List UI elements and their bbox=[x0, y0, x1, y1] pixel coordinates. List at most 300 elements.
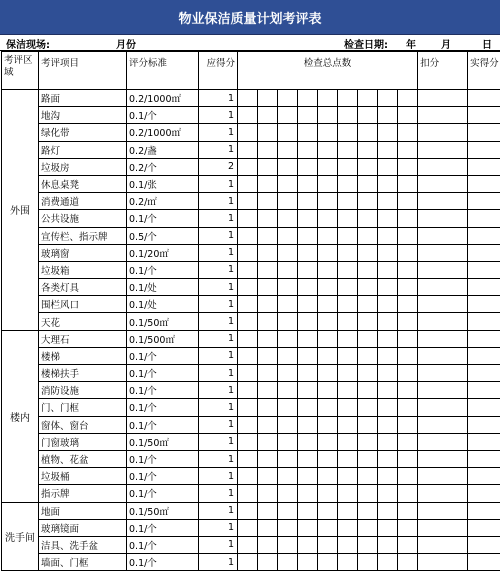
checkpoint-cell[interactable] bbox=[378, 227, 398, 244]
checkpoint-cell[interactable] bbox=[378, 261, 398, 278]
checkpoint-cell[interactable] bbox=[358, 141, 378, 158]
actual-score-cell[interactable] bbox=[468, 519, 500, 536]
checkpoint-cell[interactable] bbox=[398, 468, 418, 485]
deduct-cell[interactable] bbox=[418, 124, 468, 141]
checkpoint-cell[interactable] bbox=[278, 382, 298, 399]
checkpoint-cell[interactable] bbox=[238, 519, 258, 536]
checkpoint-cell[interactable] bbox=[338, 399, 358, 416]
checkpoint-cell[interactable] bbox=[278, 433, 298, 450]
checkpoint-cell[interactable] bbox=[238, 175, 258, 192]
checkpoint-cell[interactable] bbox=[238, 279, 258, 296]
checkpoint-cell[interactable] bbox=[378, 124, 398, 141]
actual-score-cell[interactable] bbox=[468, 382, 500, 399]
deduct-cell[interactable] bbox=[418, 536, 468, 553]
checkpoint-cell[interactable] bbox=[258, 107, 278, 124]
checkpoint-cell[interactable] bbox=[318, 90, 338, 107]
checkpoint-cell[interactable] bbox=[278, 347, 298, 364]
actual-score-cell[interactable] bbox=[468, 433, 500, 450]
checkpoint-cell[interactable] bbox=[298, 554, 318, 571]
checkpoint-cell[interactable] bbox=[278, 399, 298, 416]
checkpoint-cell[interactable] bbox=[338, 502, 358, 519]
checkpoint-cell[interactable] bbox=[398, 261, 418, 278]
checkpoint-cell[interactable] bbox=[258, 175, 278, 192]
checkpoint-cell[interactable] bbox=[338, 313, 358, 330]
checkpoint-cell[interactable] bbox=[398, 450, 418, 467]
checkpoint-cell[interactable] bbox=[378, 313, 398, 330]
checkpoint-cell[interactable] bbox=[338, 158, 358, 175]
deduct-cell[interactable] bbox=[418, 433, 468, 450]
checkpoint-cell[interactable] bbox=[398, 193, 418, 210]
checkpoint-cell[interactable] bbox=[278, 468, 298, 485]
actual-score-cell[interactable] bbox=[468, 468, 500, 485]
checkpoint-cell[interactable] bbox=[378, 107, 398, 124]
checkpoint-cell[interactable] bbox=[258, 313, 278, 330]
checkpoint-cell[interactable] bbox=[278, 261, 298, 278]
checkpoint-cell[interactable] bbox=[298, 330, 318, 347]
checkpoint-cell[interactable] bbox=[378, 210, 398, 227]
checkpoint-cell[interactable] bbox=[258, 433, 278, 450]
checkpoint-cell[interactable] bbox=[298, 468, 318, 485]
checkpoint-cell[interactable] bbox=[258, 330, 278, 347]
checkpoint-cell[interactable] bbox=[358, 210, 378, 227]
actual-score-cell[interactable] bbox=[468, 279, 500, 296]
checkpoint-cell[interactable] bbox=[398, 175, 418, 192]
checkpoint-cell[interactable] bbox=[278, 485, 298, 502]
checkpoint-cell[interactable] bbox=[378, 141, 398, 158]
actual-score-cell[interactable] bbox=[468, 158, 500, 175]
checkpoint-cell[interactable] bbox=[338, 382, 358, 399]
checkpoint-cell[interactable] bbox=[298, 124, 318, 141]
deduct-cell[interactable] bbox=[418, 365, 468, 382]
checkpoint-cell[interactable] bbox=[378, 536, 398, 553]
actual-score-cell[interactable] bbox=[468, 90, 500, 107]
deduct-cell[interactable] bbox=[418, 382, 468, 399]
checkpoint-cell[interactable] bbox=[258, 519, 278, 536]
checkpoint-cell[interactable] bbox=[238, 399, 258, 416]
checkpoint-cell[interactable] bbox=[278, 227, 298, 244]
checkpoint-cell[interactable] bbox=[258, 536, 278, 553]
checkpoint-cell[interactable] bbox=[278, 279, 298, 296]
checkpoint-cell[interactable] bbox=[398, 347, 418, 364]
checkpoint-cell[interactable] bbox=[338, 261, 358, 278]
checkpoint-cell[interactable] bbox=[398, 296, 418, 313]
actual-score-cell[interactable] bbox=[468, 347, 500, 364]
checkpoint-cell[interactable] bbox=[358, 107, 378, 124]
checkpoint-cell[interactable] bbox=[238, 90, 258, 107]
deduct-cell[interactable] bbox=[418, 416, 468, 433]
checkpoint-cell[interactable] bbox=[338, 554, 358, 571]
checkpoint-cell[interactable] bbox=[338, 244, 358, 261]
deduct-cell[interactable] bbox=[418, 347, 468, 364]
checkpoint-cell[interactable] bbox=[318, 468, 338, 485]
checkpoint-cell[interactable] bbox=[258, 296, 278, 313]
checkpoint-cell[interactable] bbox=[378, 296, 398, 313]
checkpoint-cell[interactable] bbox=[318, 124, 338, 141]
checkpoint-cell[interactable] bbox=[278, 175, 298, 192]
checkpoint-cell[interactable] bbox=[398, 90, 418, 107]
actual-score-cell[interactable] bbox=[468, 313, 500, 330]
actual-score-cell[interactable] bbox=[468, 193, 500, 210]
checkpoint-cell[interactable] bbox=[318, 158, 338, 175]
checkpoint-cell[interactable] bbox=[318, 193, 338, 210]
actual-score-cell[interactable] bbox=[468, 244, 500, 261]
checkpoint-cell[interactable] bbox=[358, 433, 378, 450]
checkpoint-cell[interactable] bbox=[318, 227, 338, 244]
checkpoint-cell[interactable] bbox=[298, 141, 318, 158]
deduct-cell[interactable] bbox=[418, 296, 468, 313]
checkpoint-cell[interactable] bbox=[378, 554, 398, 571]
checkpoint-cell[interactable] bbox=[258, 141, 278, 158]
actual-score-cell[interactable] bbox=[468, 124, 500, 141]
actual-score-cell[interactable] bbox=[468, 450, 500, 467]
checkpoint-cell[interactable] bbox=[278, 193, 298, 210]
checkpoint-cell[interactable] bbox=[238, 313, 258, 330]
checkpoint-cell[interactable] bbox=[258, 124, 278, 141]
checkpoint-cell[interactable] bbox=[338, 296, 358, 313]
checkpoint-cell[interactable] bbox=[298, 175, 318, 192]
checkpoint-cell[interactable] bbox=[238, 365, 258, 382]
checkpoint-cell[interactable] bbox=[398, 433, 418, 450]
actual-score-cell[interactable] bbox=[468, 536, 500, 553]
checkpoint-cell[interactable] bbox=[398, 124, 418, 141]
checkpoint-cell[interactable] bbox=[398, 279, 418, 296]
checkpoint-cell[interactable] bbox=[358, 382, 378, 399]
checkpoint-cell[interactable] bbox=[238, 158, 258, 175]
checkpoint-cell[interactable] bbox=[338, 519, 358, 536]
checkpoint-cell[interactable] bbox=[378, 347, 398, 364]
checkpoint-cell[interactable] bbox=[398, 227, 418, 244]
checkpoint-cell[interactable] bbox=[258, 399, 278, 416]
checkpoint-cell[interactable] bbox=[318, 365, 338, 382]
actual-score-cell[interactable] bbox=[468, 399, 500, 416]
checkpoint-cell[interactable] bbox=[318, 330, 338, 347]
checkpoint-cell[interactable] bbox=[338, 90, 358, 107]
checkpoint-cell[interactable] bbox=[238, 416, 258, 433]
checkpoint-cell[interactable] bbox=[238, 244, 258, 261]
checkpoint-cell[interactable] bbox=[258, 261, 278, 278]
deduct-cell[interactable] bbox=[418, 107, 468, 124]
deduct-cell[interactable] bbox=[418, 261, 468, 278]
checkpoint-cell[interactable] bbox=[238, 227, 258, 244]
checkpoint-cell[interactable] bbox=[258, 347, 278, 364]
checkpoint-cell[interactable] bbox=[278, 502, 298, 519]
checkpoint-cell[interactable] bbox=[318, 519, 338, 536]
checkpoint-cell[interactable] bbox=[298, 244, 318, 261]
checkpoint-cell[interactable] bbox=[318, 141, 338, 158]
checkpoint-cell[interactable] bbox=[358, 175, 378, 192]
checkpoint-cell[interactable] bbox=[358, 296, 378, 313]
checkpoint-cell[interactable] bbox=[298, 193, 318, 210]
checkpoint-cell[interactable] bbox=[298, 347, 318, 364]
checkpoint-cell[interactable] bbox=[358, 193, 378, 210]
checkpoint-cell[interactable] bbox=[358, 261, 378, 278]
checkpoint-cell[interactable] bbox=[358, 399, 378, 416]
checkpoint-cell[interactable] bbox=[278, 519, 298, 536]
checkpoint-cell[interactable] bbox=[298, 261, 318, 278]
checkpoint-cell[interactable] bbox=[278, 107, 298, 124]
checkpoint-cell[interactable] bbox=[238, 468, 258, 485]
checkpoint-cell[interactable] bbox=[318, 261, 338, 278]
checkpoint-cell[interactable] bbox=[258, 365, 278, 382]
checkpoint-cell[interactable] bbox=[338, 227, 358, 244]
checkpoint-cell[interactable] bbox=[378, 90, 398, 107]
deduct-cell[interactable] bbox=[418, 175, 468, 192]
checkpoint-cell[interactable] bbox=[298, 365, 318, 382]
actual-score-cell[interactable] bbox=[468, 141, 500, 158]
deduct-cell[interactable] bbox=[418, 244, 468, 261]
checkpoint-cell[interactable] bbox=[318, 450, 338, 467]
checkpoint-cell[interactable] bbox=[358, 330, 378, 347]
checkpoint-cell[interactable] bbox=[318, 347, 338, 364]
checkpoint-cell[interactable] bbox=[358, 450, 378, 467]
checkpoint-cell[interactable] bbox=[278, 330, 298, 347]
checkpoint-cell[interactable] bbox=[358, 416, 378, 433]
checkpoint-cell[interactable] bbox=[358, 519, 378, 536]
checkpoint-cell[interactable] bbox=[258, 244, 278, 261]
checkpoint-cell[interactable] bbox=[298, 313, 318, 330]
checkpoint-cell[interactable] bbox=[298, 296, 318, 313]
checkpoint-cell[interactable] bbox=[398, 399, 418, 416]
checkpoint-cell[interactable] bbox=[278, 313, 298, 330]
checkpoint-cell[interactable] bbox=[358, 313, 378, 330]
deduct-cell[interactable] bbox=[418, 330, 468, 347]
checkpoint-cell[interactable] bbox=[398, 416, 418, 433]
checkpoint-cell[interactable] bbox=[338, 330, 358, 347]
checkpoint-cell[interactable] bbox=[258, 382, 278, 399]
checkpoint-cell[interactable] bbox=[278, 365, 298, 382]
checkpoint-cell[interactable] bbox=[298, 416, 318, 433]
checkpoint-cell[interactable] bbox=[378, 244, 398, 261]
deduct-cell[interactable] bbox=[418, 90, 468, 107]
checkpoint-cell[interactable] bbox=[338, 347, 358, 364]
checkpoint-cell[interactable] bbox=[318, 107, 338, 124]
deduct-cell[interactable] bbox=[418, 141, 468, 158]
checkpoint-cell[interactable] bbox=[338, 210, 358, 227]
checkpoint-cell[interactable] bbox=[298, 210, 318, 227]
actual-score-cell[interactable] bbox=[468, 330, 500, 347]
actual-score-cell[interactable] bbox=[468, 296, 500, 313]
checkpoint-cell[interactable] bbox=[398, 382, 418, 399]
checkpoint-cell[interactable] bbox=[378, 502, 398, 519]
checkpoint-cell[interactable] bbox=[378, 193, 398, 210]
checkpoint-cell[interactable] bbox=[278, 141, 298, 158]
checkpoint-cell[interactable] bbox=[278, 210, 298, 227]
deduct-cell[interactable] bbox=[418, 193, 468, 210]
checkpoint-cell[interactable] bbox=[278, 450, 298, 467]
deduct-cell[interactable] bbox=[418, 485, 468, 502]
checkpoint-cell[interactable] bbox=[358, 227, 378, 244]
checkpoint-cell[interactable] bbox=[378, 485, 398, 502]
checkpoint-cell[interactable] bbox=[338, 416, 358, 433]
checkpoint-cell[interactable] bbox=[238, 141, 258, 158]
checkpoint-cell[interactable] bbox=[238, 210, 258, 227]
checkpoint-cell[interactable] bbox=[298, 519, 318, 536]
checkpoint-cell[interactable] bbox=[298, 450, 318, 467]
checkpoint-cell[interactable] bbox=[298, 399, 318, 416]
checkpoint-cell[interactable] bbox=[238, 296, 258, 313]
checkpoint-cell[interactable] bbox=[378, 279, 398, 296]
checkpoint-cell[interactable] bbox=[318, 313, 338, 330]
checkpoint-cell[interactable] bbox=[338, 536, 358, 553]
checkpoint-cell[interactable] bbox=[358, 347, 378, 364]
actual-score-cell[interactable] bbox=[468, 416, 500, 433]
checkpoint-cell[interactable] bbox=[378, 468, 398, 485]
checkpoint-cell[interactable] bbox=[398, 330, 418, 347]
checkpoint-cell[interactable] bbox=[358, 124, 378, 141]
checkpoint-cell[interactable] bbox=[258, 279, 278, 296]
checkpoint-cell[interactable] bbox=[318, 485, 338, 502]
deduct-cell[interactable] bbox=[418, 554, 468, 571]
checkpoint-cell[interactable] bbox=[298, 279, 318, 296]
checkpoint-cell[interactable] bbox=[358, 554, 378, 571]
checkpoint-cell[interactable] bbox=[378, 158, 398, 175]
actual-score-cell[interactable] bbox=[468, 227, 500, 244]
checkpoint-cell[interactable] bbox=[338, 279, 358, 296]
checkpoint-cell[interactable] bbox=[238, 330, 258, 347]
checkpoint-cell[interactable] bbox=[238, 124, 258, 141]
checkpoint-cell[interactable] bbox=[358, 158, 378, 175]
deduct-cell[interactable] bbox=[418, 210, 468, 227]
checkpoint-cell[interactable] bbox=[238, 433, 258, 450]
checkpoint-cell[interactable] bbox=[278, 158, 298, 175]
checkpoint-cell[interactable] bbox=[238, 261, 258, 278]
checkpoint-cell[interactable] bbox=[238, 554, 258, 571]
checkpoint-cell[interactable] bbox=[318, 244, 338, 261]
checkpoint-cell[interactable] bbox=[338, 468, 358, 485]
checkpoint-cell[interactable] bbox=[398, 244, 418, 261]
checkpoint-cell[interactable] bbox=[238, 485, 258, 502]
checkpoint-cell[interactable] bbox=[398, 519, 418, 536]
checkpoint-cell[interactable] bbox=[258, 450, 278, 467]
checkpoint-cell[interactable] bbox=[398, 536, 418, 553]
checkpoint-cell[interactable] bbox=[358, 536, 378, 553]
checkpoint-cell[interactable] bbox=[258, 468, 278, 485]
checkpoint-cell[interactable] bbox=[318, 382, 338, 399]
checkpoint-cell[interactable] bbox=[358, 244, 378, 261]
checkpoint-cell[interactable] bbox=[238, 347, 258, 364]
checkpoint-cell[interactable] bbox=[378, 519, 398, 536]
checkpoint-cell[interactable] bbox=[258, 158, 278, 175]
checkpoint-cell[interactable] bbox=[398, 210, 418, 227]
checkpoint-cell[interactable] bbox=[318, 279, 338, 296]
checkpoint-cell[interactable] bbox=[398, 107, 418, 124]
checkpoint-cell[interactable] bbox=[318, 416, 338, 433]
checkpoint-cell[interactable] bbox=[298, 90, 318, 107]
checkpoint-cell[interactable] bbox=[338, 124, 358, 141]
checkpoint-cell[interactable] bbox=[278, 124, 298, 141]
checkpoint-cell[interactable] bbox=[338, 141, 358, 158]
checkpoint-cell[interactable] bbox=[238, 536, 258, 553]
checkpoint-cell[interactable] bbox=[298, 502, 318, 519]
checkpoint-cell[interactable] bbox=[338, 193, 358, 210]
checkpoint-cell[interactable] bbox=[318, 554, 338, 571]
checkpoint-cell[interactable] bbox=[358, 485, 378, 502]
actual-score-cell[interactable] bbox=[468, 107, 500, 124]
checkpoint-cell[interactable] bbox=[398, 158, 418, 175]
checkpoint-cell[interactable] bbox=[258, 502, 278, 519]
checkpoint-cell[interactable] bbox=[398, 485, 418, 502]
checkpoint-cell[interactable] bbox=[318, 433, 338, 450]
deduct-cell[interactable] bbox=[418, 502, 468, 519]
checkpoint-cell[interactable] bbox=[318, 210, 338, 227]
checkpoint-cell[interactable] bbox=[378, 365, 398, 382]
checkpoint-cell[interactable] bbox=[238, 107, 258, 124]
checkpoint-cell[interactable] bbox=[278, 554, 298, 571]
checkpoint-cell[interactable] bbox=[298, 158, 318, 175]
actual-score-cell[interactable] bbox=[468, 554, 500, 571]
checkpoint-cell[interactable] bbox=[398, 502, 418, 519]
actual-score-cell[interactable] bbox=[468, 210, 500, 227]
checkpoint-cell[interactable] bbox=[258, 227, 278, 244]
checkpoint-cell[interactable] bbox=[318, 399, 338, 416]
checkpoint-cell[interactable] bbox=[258, 416, 278, 433]
checkpoint-cell[interactable] bbox=[278, 536, 298, 553]
checkpoint-cell[interactable] bbox=[378, 433, 398, 450]
actual-score-cell[interactable] bbox=[468, 175, 500, 192]
deduct-cell[interactable] bbox=[418, 227, 468, 244]
checkpoint-cell[interactable] bbox=[298, 485, 318, 502]
checkpoint-cell[interactable] bbox=[298, 433, 318, 450]
checkpoint-cell[interactable] bbox=[338, 175, 358, 192]
checkpoint-cell[interactable] bbox=[358, 365, 378, 382]
checkpoint-cell[interactable] bbox=[398, 313, 418, 330]
deduct-cell[interactable] bbox=[418, 468, 468, 485]
checkpoint-cell[interactable] bbox=[258, 485, 278, 502]
checkpoint-cell[interactable] bbox=[338, 485, 358, 502]
checkpoint-cell[interactable] bbox=[338, 433, 358, 450]
checkpoint-cell[interactable] bbox=[318, 502, 338, 519]
checkpoint-cell[interactable] bbox=[238, 193, 258, 210]
actual-score-cell[interactable] bbox=[468, 502, 500, 519]
checkpoint-cell[interactable] bbox=[338, 365, 358, 382]
checkpoint-cell[interactable] bbox=[358, 468, 378, 485]
checkpoint-cell[interactable] bbox=[358, 502, 378, 519]
checkpoint-cell[interactable] bbox=[298, 107, 318, 124]
checkpoint-cell[interactable] bbox=[298, 536, 318, 553]
checkpoint-cell[interactable] bbox=[258, 210, 278, 227]
actual-score-cell[interactable] bbox=[468, 485, 500, 502]
checkpoint-cell[interactable] bbox=[378, 399, 398, 416]
checkpoint-cell[interactable] bbox=[378, 330, 398, 347]
checkpoint-cell[interactable] bbox=[378, 450, 398, 467]
checkpoint-cell[interactable] bbox=[358, 279, 378, 296]
checkpoint-cell[interactable] bbox=[378, 175, 398, 192]
checkpoint-cell[interactable] bbox=[398, 141, 418, 158]
checkpoint-cell[interactable] bbox=[398, 365, 418, 382]
checkpoint-cell[interactable] bbox=[378, 416, 398, 433]
checkpoint-cell[interactable] bbox=[278, 416, 298, 433]
deduct-cell[interactable] bbox=[418, 399, 468, 416]
checkpoint-cell[interactable] bbox=[258, 90, 278, 107]
checkpoint-cell[interactable] bbox=[298, 227, 318, 244]
checkpoint-cell[interactable] bbox=[238, 502, 258, 519]
checkpoint-cell[interactable] bbox=[258, 554, 278, 571]
checkpoint-cell[interactable] bbox=[278, 244, 298, 261]
checkpoint-cell[interactable] bbox=[318, 296, 338, 313]
actual-score-cell[interactable] bbox=[468, 261, 500, 278]
checkpoint-cell[interactable] bbox=[258, 193, 278, 210]
checkpoint-cell[interactable] bbox=[318, 536, 338, 553]
checkpoint-cell[interactable] bbox=[278, 90, 298, 107]
deduct-cell[interactable] bbox=[418, 158, 468, 175]
checkpoint-cell[interactable] bbox=[338, 107, 358, 124]
checkpoint-cell[interactable] bbox=[238, 382, 258, 399]
deduct-cell[interactable] bbox=[418, 450, 468, 467]
checkpoint-cell[interactable] bbox=[378, 382, 398, 399]
checkpoint-cell[interactable] bbox=[358, 90, 378, 107]
deduct-cell[interactable] bbox=[418, 519, 468, 536]
checkpoint-cell[interactable] bbox=[238, 450, 258, 467]
